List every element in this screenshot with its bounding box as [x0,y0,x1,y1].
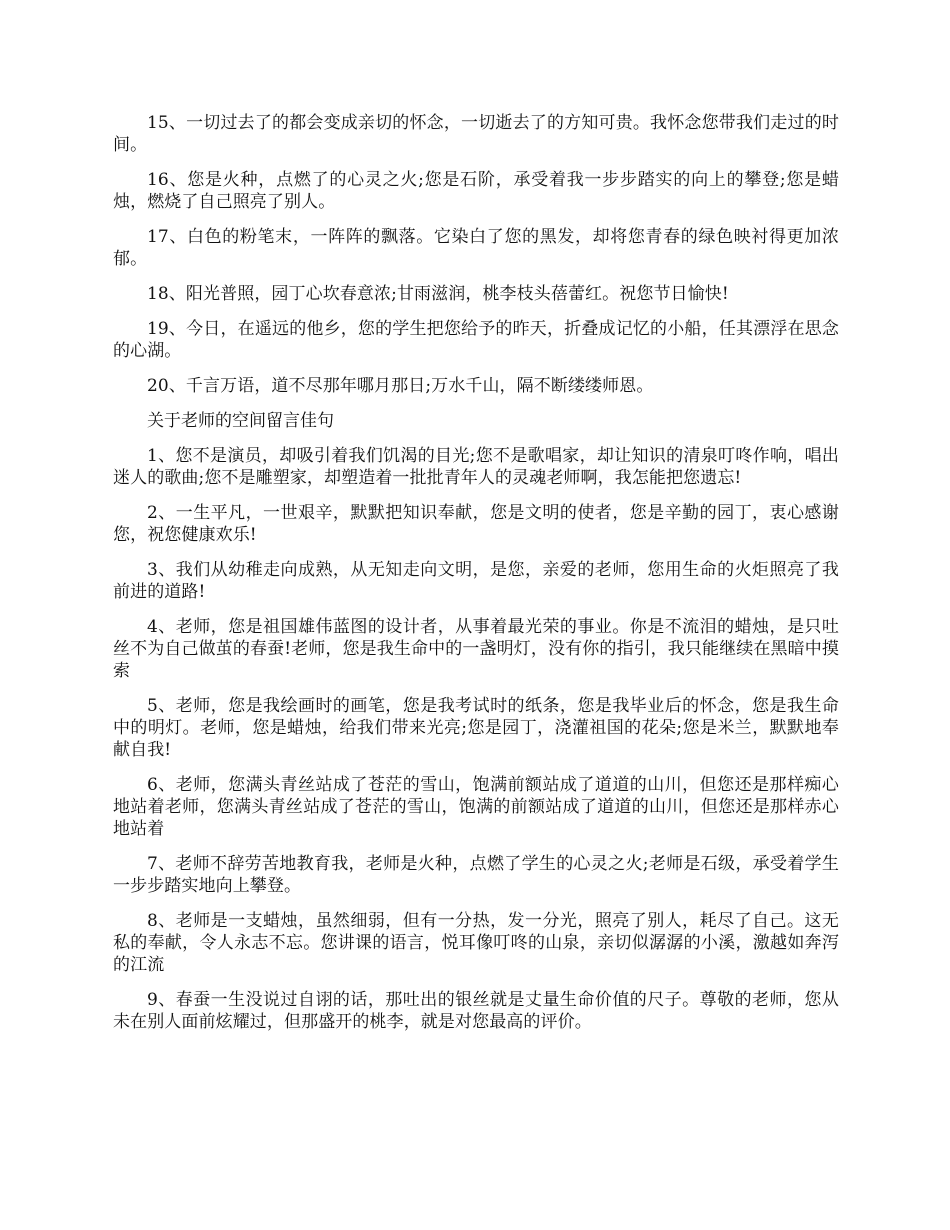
section-paragraph-4: 4、老师，您是祖国雄伟蓝图的设计者，从事着最光荣的事业。你是不流泪的蜡烛，是只吐丝不为自己做茧的春蚕!老师，您是我生命中的一盏明灯，没有你的指引，我只能继续在黑暗中摸索 [113,617,839,681]
paragraph-19: 19、今日，在遥远的他乡，您的学生把您给予的昨天，折叠成记忆的小船，任其漂浮在思念的心湖。 [113,319,839,361]
paragraph-17: 17、白色的粉笔末，一阵阵的飘落。它染白了您的黑发，却将您青春的绿色映衬得更加浓郁。 [113,227,839,269]
section-paragraph-6: 6、老师，您满头青丝站成了苍茫的雪山，饱满前额站成了道道的山川，但您还是那样痴心地站着老师，您满头青丝站成了苍茫的雪山，饱满的前额站成了道道的山川，但您还是那样赤心地站着 [113,775,839,839]
paragraph-18: 18、阳光普照，园丁心坎春意浓;甘雨滋润，桃李枝头蓓蕾红。祝您节日愉快! [147,284,729,304]
paragraph-15: 15、一切过去了的都会变成亲切的怀念，一切逝去了的方知可贵。我怀念您带我们走过的时间。 [113,113,839,155]
section-paragraph-1: 1、您不是演员，却吸引着我们饥渴的目光;您不是歌唱家，却让知识的清泉叮咚作响，唱出迷人的歌曲;您不是雕塑家，却塑造着一批批青年人的灵魂老师啊，我怎能把您遗忘! [113,446,839,488]
paragraph-20: 20、千言万语，道不尽那年哪月那日;万水千山，隔不断缕缕师恩。 [147,376,654,396]
section-paragraph-3: 3、我们从幼稚走向成熟，从无知走向文明，是您，亲爱的老师，您用生命的火炬照亮了我前进的道路! [113,560,839,602]
section-paragraph-2: 2、一生平凡，一世艰辛，默默把知识奉献，您是文明的使者，您是辛勤的园丁，衷心感谢您，祝您健康欢乐! [113,503,839,545]
section-title: 关于老师的空间留言佳句 [147,411,334,431]
section-paragraph-8: 8、老师是一支蜡烛，虽然细弱，但有一分热，发一分光，照亮了别人，耗尽了自己。这无私的奉献，令人永志不忘。您讲课的语言，悦耳像叮咚的山泉，亲切似潺潺的小溪，激越如奔泻的江流 [113,911,839,975]
section-paragraph-7: 7、老师不辞劳苦地教育我，老师是火种，点燃了学生的心灵之火;老师是石级，承受着学生一步步踏实地向上攀登。 [113,854,839,896]
section-paragraph-5: 5、老师，您是我绘画时的画笔，您是我考试时的纸条，您是我毕业后的怀念，您是我生命中的明灯。老师，您是蜡烛，给我们带来光亮;您是园丁，浇灌祖国的花朵;您是米兰，默默地奉献自我! [113,696,839,760]
section-paragraph-9: 9、春蚕一生没说过自诩的话，那吐出的银丝就是丈量生命价值的尺子。尊敬的老师，您从未在别人面前炫耀过，但那盛开的桃李，就是对您最高的评价。 [113,990,839,1032]
document-page [113,112,839,1046]
paragraph-16: 16、您是火种，点燃了的心灵之火;您是石阶，承受着我一步步踏实的向上的攀登;您是蜡烛，燃烧了自己照亮了别人。 [113,170,839,212]
